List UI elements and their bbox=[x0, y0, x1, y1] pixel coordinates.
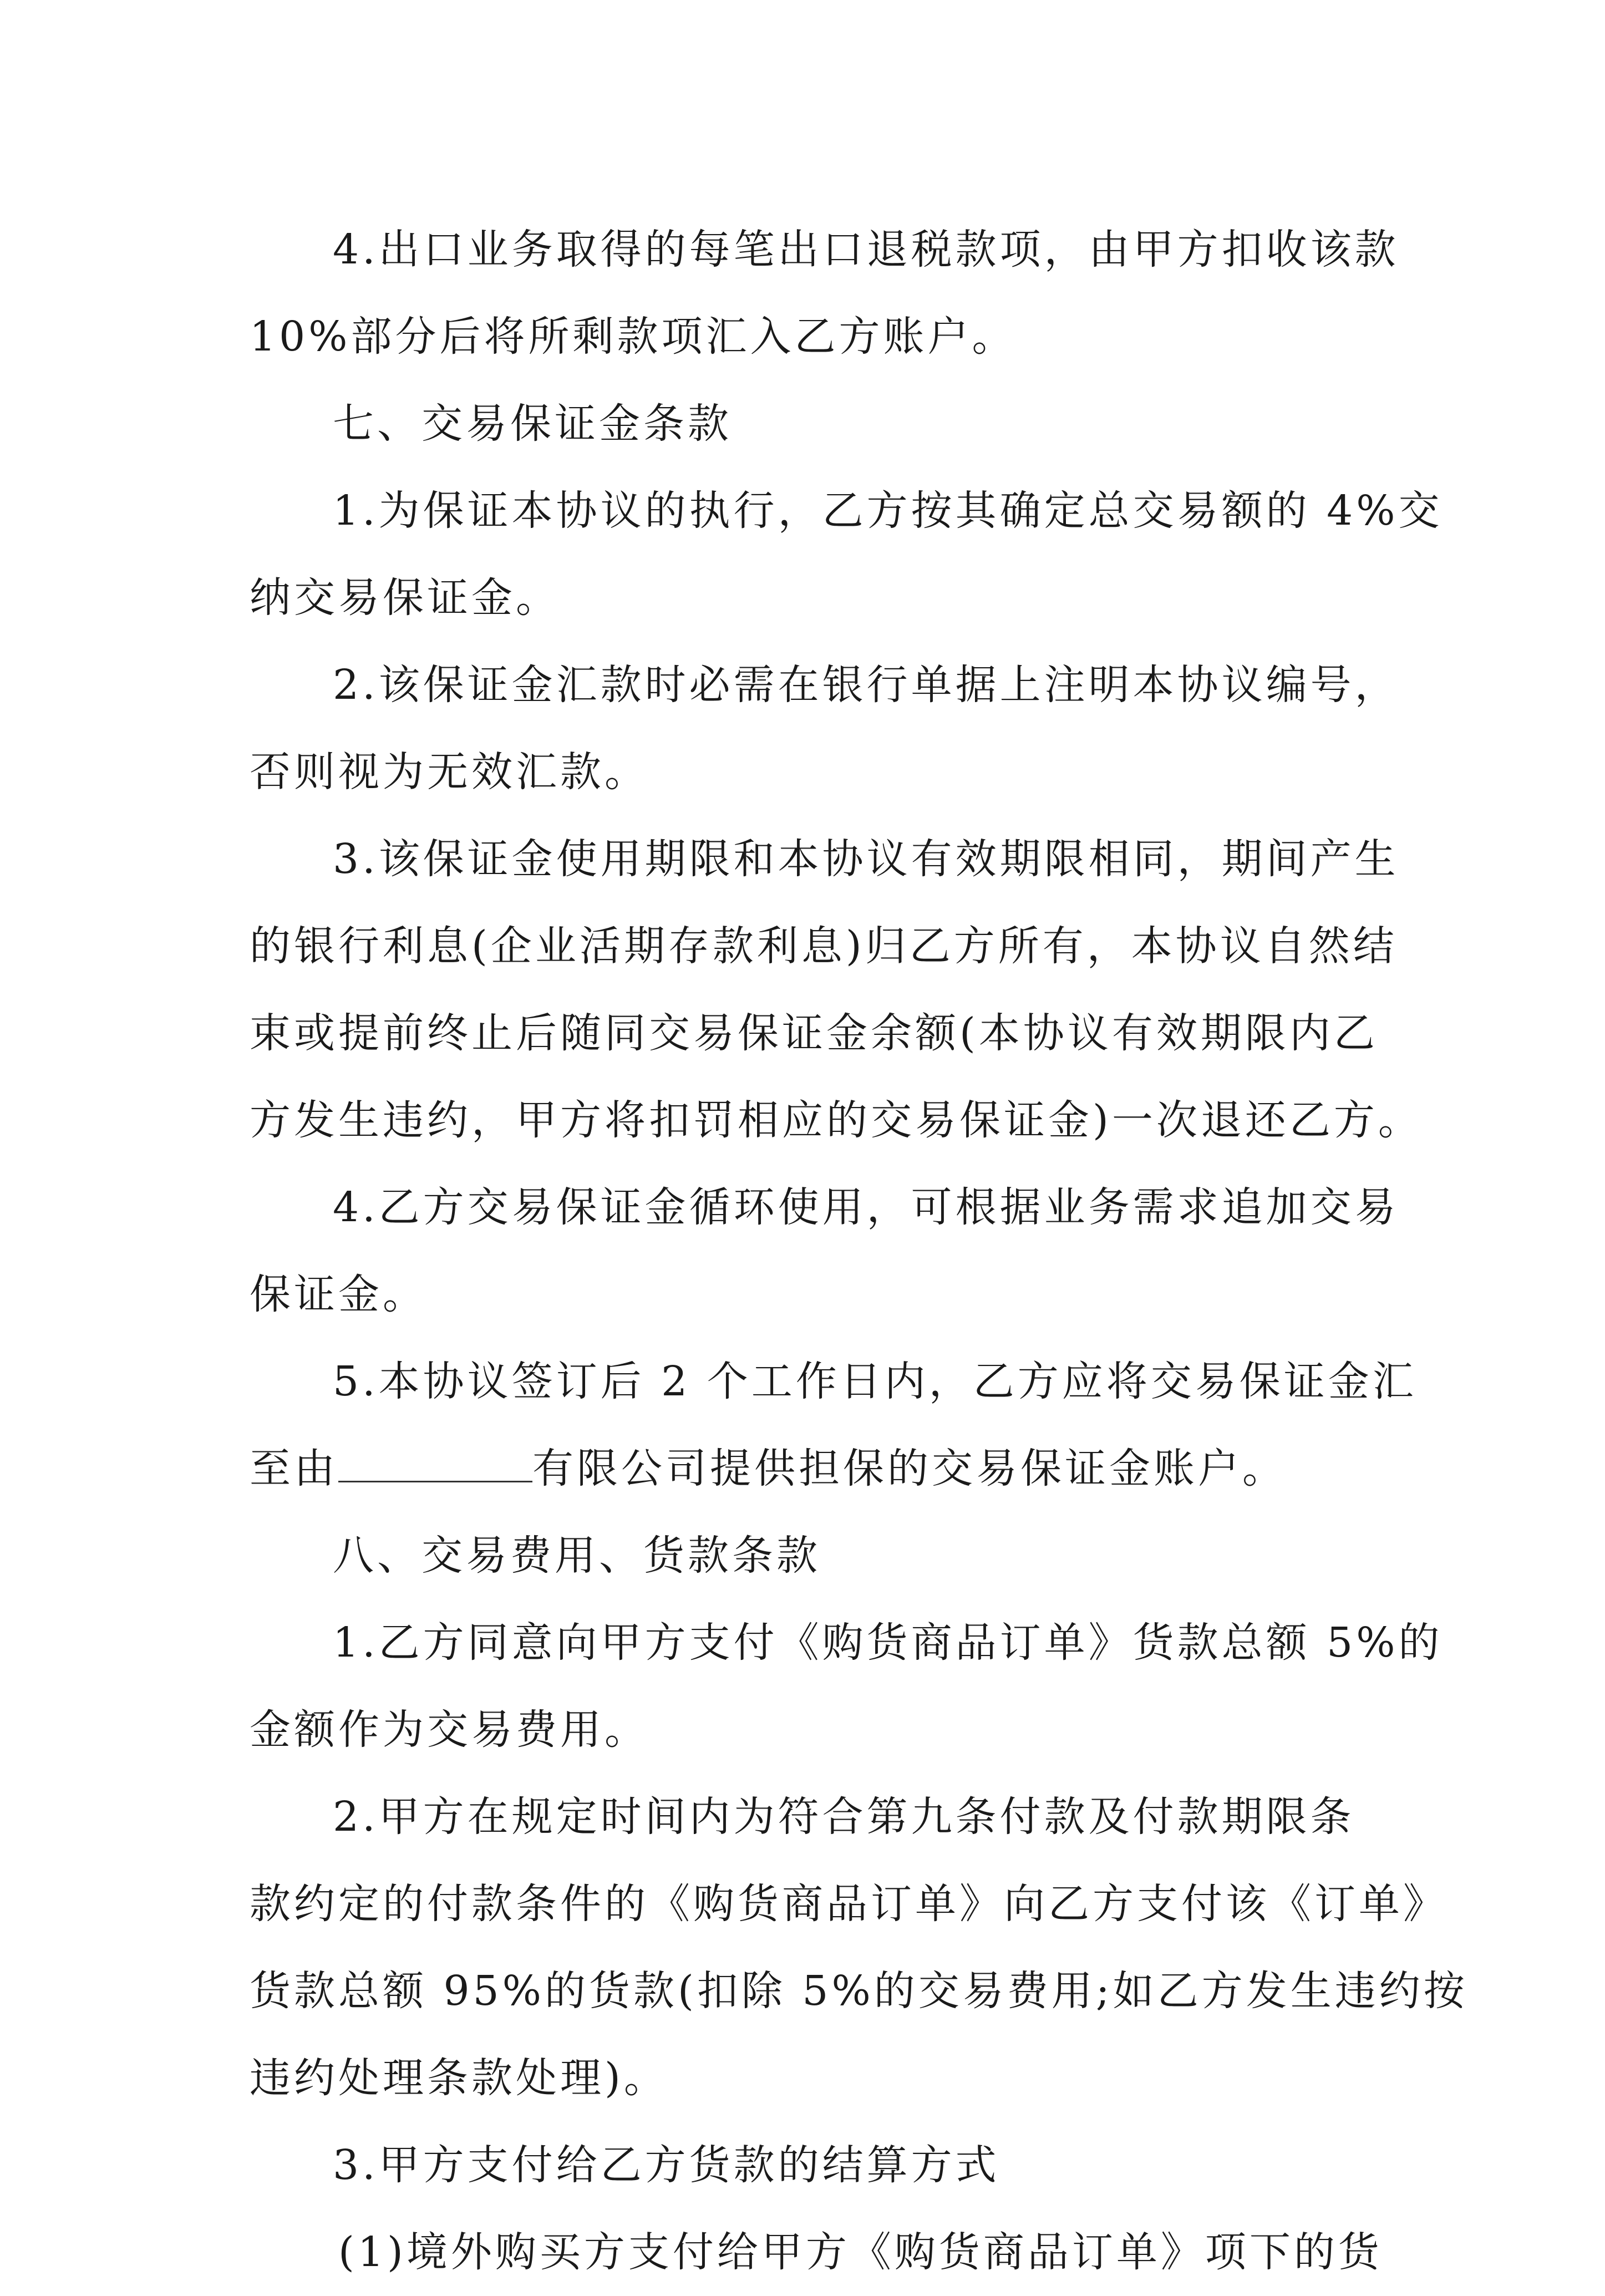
clause-7-item-1-line-1: 1.为保证本协议的执行，乙方按其确定总交易额的 4%交 bbox=[333, 487, 1443, 535]
clause-7-item-3-line-3: 束或提前终止后随同交易保证金余额(本协议有效期限内乙 bbox=[250, 1009, 1378, 1057]
clause-8-item-1-line-2: 金额作为交易费用。 bbox=[250, 1706, 649, 1754]
company-name-blank bbox=[338, 1447, 532, 1482]
document-body bbox=[250, 206, 1468, 2296]
clause-7-item-5-line-1: 5.本协议签订后 2 个工作日内，乙方应将交易保证金汇 bbox=[333, 1358, 1417, 1405]
clause-7-item-1-line-2: 纳交易保证金。 bbox=[250, 574, 560, 622]
section-7-heading: 七、交易保证金条款 bbox=[333, 400, 732, 448]
clause-7-item-4-line-2: 保证金。 bbox=[250, 1271, 427, 1318]
clause-8-item-2-line-3: 货款总额 95%的货款(扣除 5%的交易费用;如乙方发生违约按 bbox=[250, 1967, 1468, 2015]
clause-7-item-5-suffix: 有限公司提供担保的交易保证金账户。 bbox=[532, 1445, 1287, 1492]
clause-7-item-4-line-1: 4.乙方交易保证金循环使用，可根据业务需求追加交易 bbox=[333, 1183, 1399, 1231]
clause-6-item-4-line-1: 4.出口业务取得的每笔出口退税款项，由甲方扣收该款 bbox=[333, 226, 1399, 273]
clause-8-item-2-line-1: 2.甲方在规定时间内为符合第九条付款及付款期限条 bbox=[333, 1793, 1355, 1841]
clause-6-item-4-line-2: 10%部分后将所剩款项汇入乙方账户。 bbox=[250, 313, 1017, 360]
clause-7-item-3-line-4: 方发生违约，甲方将扣罚相应的交易保证金)一次退还乙方。 bbox=[250, 1096, 1423, 1144]
clause-8-item-2-line-4: 违约处理条款处理)。 bbox=[250, 2054, 668, 2102]
clause-8-item-3-sub-1-line-1: (1)境外购买方支付给甲方《购货商品订单》项下的货 bbox=[338, 2228, 1383, 2276]
clause-7-item-3-line-2: 的银行利息(企业活期存款利息)归乙方所有，本协议自然结 bbox=[250, 922, 1398, 970]
section-8-heading: 八、交易费用、货款条款 bbox=[333, 1532, 821, 1579]
clause-7-item-2-line-2: 否则视为无效汇款。 bbox=[250, 748, 649, 796]
clause-7-item-5-line-2 bbox=[250, 1425, 1359, 1512]
clause-7-item-3-line-1: 3.该保证金使用期限和本协议有效期限相同，期间产生 bbox=[333, 835, 1399, 883]
clause-8-item-2-line-2: 款约定的付款条件的《购货商品订单》向乙方支付该《订单》 bbox=[250, 1880, 1447, 1928]
clause-7-item-2-line-1: 2.该保证金汇款时必需在银行单据上注明本协议编号， bbox=[333, 661, 1399, 709]
clause-7-item-5-prefix: 至由 bbox=[250, 1445, 338, 1492]
clause-8-item-3-heading: 3.甲方支付给乙方货款的结算方式 bbox=[333, 2141, 1000, 2189]
clause-8-item-1-line-1: 1.乙方同意向甲方支付《购货商品订单》货款总额 5%的 bbox=[333, 1619, 1443, 1667]
